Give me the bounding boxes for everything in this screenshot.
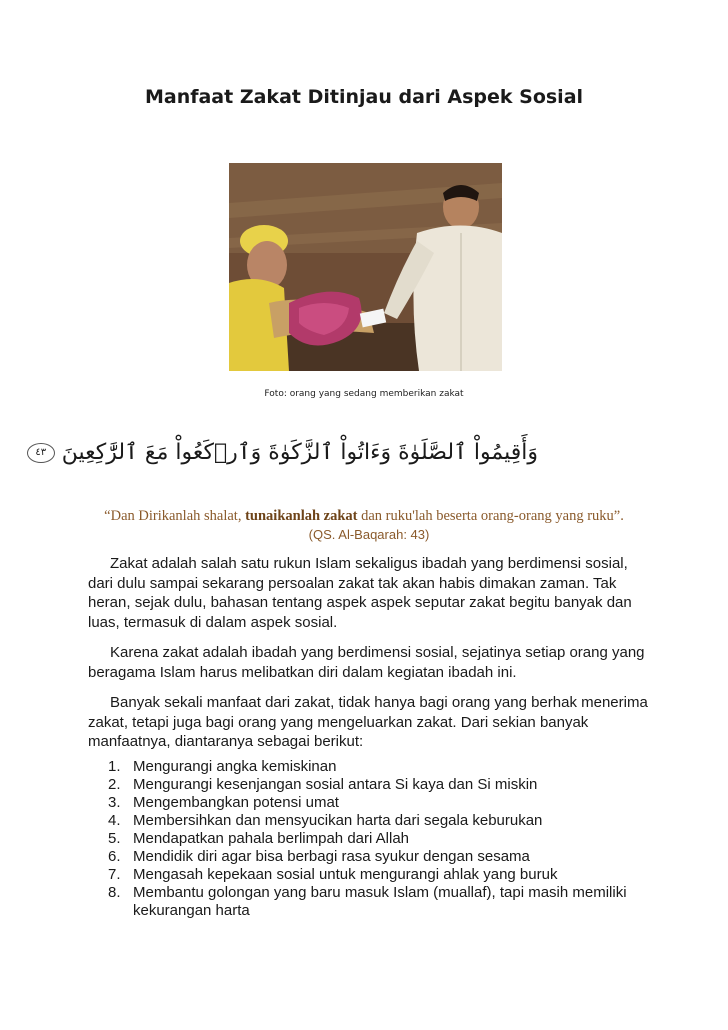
list-item-text: Mendapatkan pahala berlimpah dari Allah (133, 830, 410, 847)
list-item-text: Mengurangi angka kemiskinan (133, 758, 337, 775)
list-item-text: Membersihkan dan mensyucikan harta dari segala keburukan (133, 812, 543, 829)
paragraph-2 (88, 643, 648, 682)
list-item (108, 884, 648, 920)
list-item-number: 4. (108, 812, 121, 829)
list-item-text: Mengembangkan potensi umat (133, 794, 339, 811)
translation-end: dan ruku'lah beserta orang-orang yang ruku”. (357, 508, 624, 524)
paragraph-2-text: Karena zakat adalah ibadah yang berdimensi sosial, sejatinya setiap orang yang beragama Islam harus melibatkan diri dalam kegiatan ibadah ini. (88, 644, 645, 681)
list-item (108, 776, 648, 794)
list-item-number: 2. (108, 776, 121, 793)
paragraph-1-text: Zakat adalah salah satu rukun Islam sekaligus ibadah yang berdimensi sosial, dari dulu sampai sekarang persoalan zakat tak akan habis dimakan zaman. Tak heran, sejak dulu, bahasan tentang aspek aspek seputar zakat begitu banyak dan luas, termasuk di dalam aspek sosial. (88, 555, 632, 631)
list-item (108, 758, 648, 776)
quran-verse-arabic (35, 440, 538, 486)
list-item-text: Mendidik diri agar bisa berbagi rasa syukur dengan sesama (133, 848, 530, 865)
benefits-list (108, 758, 648, 920)
photo-illustration (229, 163, 502, 371)
list-item-text: Mengasah kepekaan sosial untuk mengurangi ahlak yang buruk (133, 866, 558, 883)
list-item-number: 5. (108, 830, 121, 847)
verse-translation (0, 508, 728, 525)
list-item-number: 7. (108, 866, 121, 883)
verse-number-marker: ٤٣ (27, 443, 55, 463)
paragraph-3 (88, 693, 648, 752)
list-item (108, 830, 648, 848)
zakat-photo (229, 163, 502, 371)
translation-start: “Dan Dirikanlah shalat, (104, 508, 246, 524)
list-item (108, 794, 648, 812)
arabic-text: وَأَقِيمُواْ ٱلصَّلَوٰةَ وَءَاتُواْ ٱلزَّكَوٰةَ وَٱرۡكَعُواْ مَعَ ٱلرَّٰكِعِينَ (61, 440, 538, 465)
list-item (108, 866, 648, 884)
list-item (108, 812, 648, 830)
photo-caption: Foto: orang yang sedang memberikan zakat (264, 389, 464, 399)
list-item-number: 6. (108, 848, 121, 865)
paragraph-3-text: Banyak sekali manfaat dari zakat, tidak hanya bagi orang yang berhak menerima zakat, tetapi juga bagi orang yang mengeluarkan zakat. Dari sekian banyak manfaatnya, diantaranya sebagai berikut: (88, 694, 648, 750)
paragraph-1 (88, 554, 648, 632)
list-item-number: 8. (108, 884, 121, 901)
page-title: Manfaat Zakat Ditinjau dari Aspek Sosial (144, 86, 584, 108)
list-item (108, 848, 648, 866)
list-item-number: 1. (108, 758, 121, 775)
list-item-number: 3. (108, 794, 121, 811)
list-item-text: Mengurangi kesenjangan sosial antara Si kaya dan Si miskin (133, 776, 538, 793)
translation-emphasis: tunaikanlah zakat (245, 508, 358, 524)
list-item-text: Membantu golongan yang baru masuk Islam (muallaf), tapi masih memiliki kekurangan harta (133, 884, 627, 919)
verse-reference: (QS. Al-Baqarah: 43) (308, 527, 430, 542)
